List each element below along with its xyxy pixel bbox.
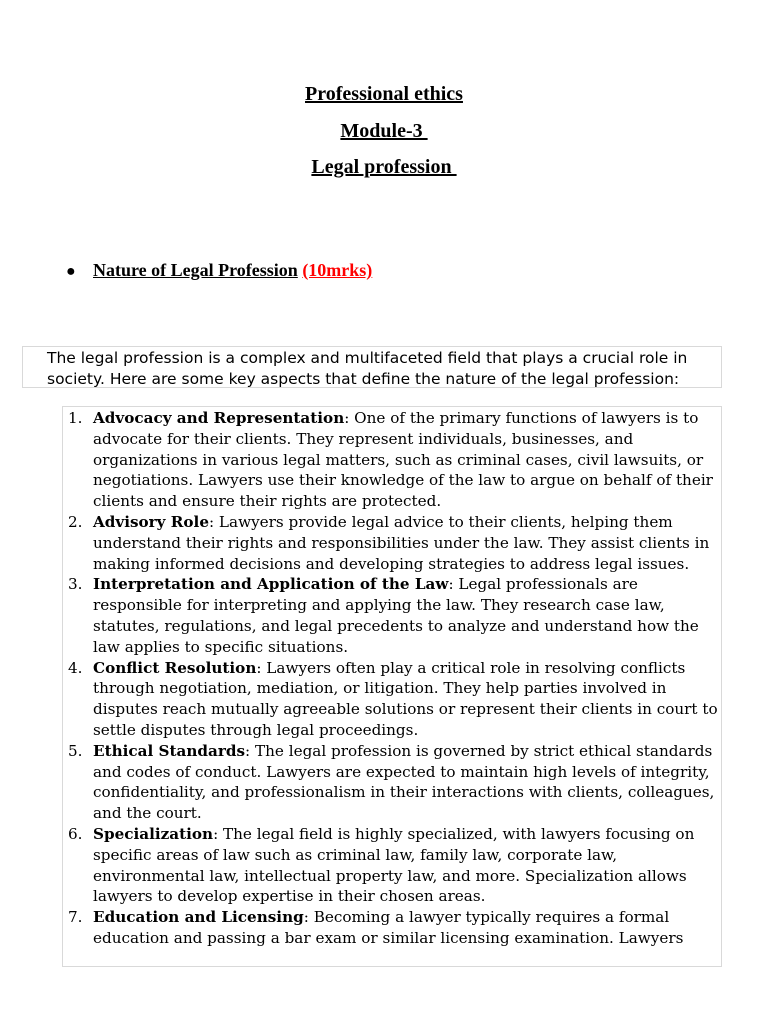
item-term: Conflict Resolution [93, 658, 257, 677]
list-item [63, 658, 722, 741]
item-text: : The legal field is highly specialized, with lawyers focusing on specific areas of law such as criminal law, family law, corporate law, environmental law, intellectual property law, and more. Specialization allows lawyers to develop expertise in their chosen areas. [93, 824, 695, 906]
list-item [63, 574, 722, 657]
item-number: 7. [68, 908, 83, 927]
subject-title: Legal profession [311, 156, 457, 178]
document-title: Professional ethics [305, 83, 463, 105]
marks-label: (10mrks) [302, 260, 373, 280]
intro-paragraph-box [22, 346, 722, 388]
item-text: : One of the primary functions of lawyers is to advocate for their clients. They represent individuals, businesses, and organizations in various legal matters, such as criminal cases, civil lawsuits, or negotiations. Lawyers use their knowledge of the law to argue on behalf of their clients and ensure their rights are protected. [93, 409, 713, 511]
item-term: Advocacy and Representation [93, 409, 345, 427]
list-item [63, 512, 722, 574]
item-term: Advisory Role [93, 512, 209, 531]
item-number: 6. [68, 824, 83, 843]
title-line-3 [0, 155, 768, 179]
list-item [63, 741, 722, 824]
aspects-list [63, 408, 722, 949]
item-text: : The legal profession is governed by strict ethical standards and codes of conduct. Lawyers are expected to maintain high levels of integrity, confidentiality, and professionalism in their interactions with clients, colleagues, and the court. [93, 741, 715, 823]
section-bullet [66, 259, 372, 283]
item-text: : Lawyers provide legal advice to their clients, helping them understand their rights and responsibilities under the law. They assist clients in making informed decisions and developing strategies to address legal issues. [93, 512, 710, 573]
item-term: Ethical Standards [93, 741, 246, 760]
item-text: : Becoming a lawyer typically requires a formal education and passing a bar exam or similar licensing examination. Lawyers [93, 908, 684, 947]
item-number: 1. [68, 409, 83, 427]
list-item [63, 824, 722, 907]
intro-paragraph: The legal profession is a complex and multifaceted field that plays a crucial role in society. Here are some key aspects that define the nature of the legal profession: [47, 349, 688, 388]
item-term: Specialization [93, 824, 214, 843]
bullet-icon: ● [66, 263, 76, 280]
item-term: Interpretation and Application of the Law [93, 575, 449, 594]
item-text: : Legal professionals are responsible for interpreting and applying the law. They research case law, statutes, regulations, and legal precedents to analyze and understand how the law applies to specific situations. [93, 575, 699, 656]
item-number: 4. [68, 658, 83, 677]
item-text: : Lawyers often play a critical role in resolving conflicts through negotiation, mediation, or litigation. They help parties involved in disputes reach mutually agreeable solutions or represent their clients in court to settle disputes through legal proceedings. [93, 658, 718, 739]
section-heading: Nature of Legal Profession [93, 260, 298, 280]
item-number: 5. [68, 741, 83, 760]
item-number: 2. [68, 512, 83, 531]
aspects-list-box [62, 406, 722, 967]
title-line-2 [0, 119, 768, 143]
item-number: 3. [68, 575, 83, 594]
list-item [63, 907, 722, 949]
item-term: Education and Licensing [93, 908, 304, 927]
module-title: Module-3 [340, 120, 428, 142]
list-item [63, 408, 722, 512]
title-line-1 [0, 82, 768, 106]
